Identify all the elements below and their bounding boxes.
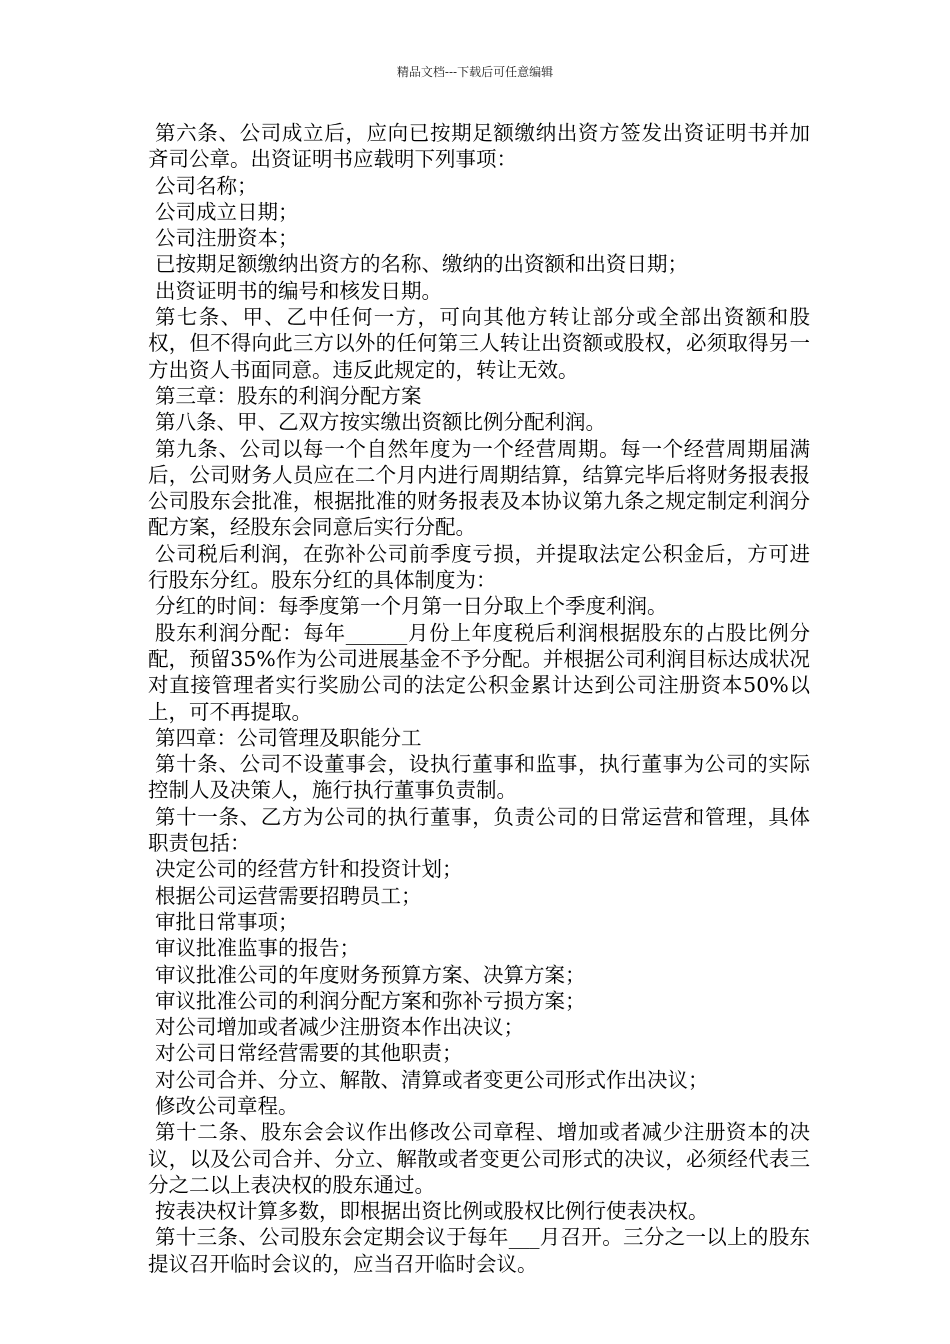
list-item: 决定公司的经营方针和投资计划； bbox=[155, 857, 463, 882]
list-item: 对公司合并、分立、解散、清算或者变更公司形式作出决议； bbox=[155, 1067, 709, 1092]
paragraph: 公司名称； bbox=[155, 173, 258, 198]
list-item: 修改公司章程。 bbox=[155, 1093, 299, 1118]
paragraph: 公司税后利润，在弥补公司前季度亏损，并提取法定公积金后，方可进行股东分红。股东分红的具体制度为： bbox=[148, 541, 810, 593]
paragraph: 第十条、公司不设董事会，设执行董事和监事，执行董事为公司的实际控制人及决策人，施行执行董事负责制。 bbox=[148, 752, 810, 803]
list-item: 审议批准监事的报告； bbox=[155, 936, 360, 961]
paragraph: 按表决权计算多数，即根据出资比例或股权比例行使表决权。 bbox=[155, 1199, 709, 1224]
paragraph: 第十一条、乙方为公司的执行董事，负责公司的日常运营和管理，具体职责包括： bbox=[148, 804, 810, 856]
paragraph: 第十二条、股东会会议作出修改公司章程、增加或者减少注册资本的决议，以及公司合并、分立、解散或者变更公司形式的决议，必须经代表三分之二以上表决权的股东通过。 bbox=[148, 1120, 810, 1197]
document-body bbox=[148, 120, 810, 1277]
paragraph: 公司成立日期； bbox=[155, 199, 299, 224]
list-item: 根据公司运营需要招聘员工； bbox=[155, 883, 422, 908]
paragraph: 第六条、公司成立后，应向已按期足额缴纳出资方签发出资证明书并加斉司公章。出资证明书应载明下列事项： bbox=[148, 121, 810, 172]
list-item: 审议批准公司的年度财务预算方案、决算方案； bbox=[155, 962, 586, 987]
paragraph: 第十三条、公司股东会定期会议于每年___月召开。三分之一以上的股东提议召开临时会议的，应当召开临时会议。 bbox=[148, 1225, 810, 1276]
chapter-heading: 第三章：股东的利润分配方案 bbox=[155, 383, 422, 408]
paragraph: 第七条、甲、乙中任何一方，可向其他方转让部分或全部出资额和股权，但不得向此三方以外的任何第三人转让出资额或股权，必须取得另一方出资人书面同意。违反此规定的，转让无效。 bbox=[148, 305, 810, 382]
paragraph: 分红的时间：每季度第一个月第一日分取上个季度利润。 bbox=[155, 594, 668, 619]
paragraph: 第九条、公司以每一个自然年度为一个经营周期。每一个经营周期届满后，公司财务人员应在二个月内进行周期结算，结算完毕后将财务报表报公司股东会批准，根据批准的财务报表及本协议第九条之规定制定利润分配方案，经股东会同意后实行分配。 bbox=[148, 436, 810, 540]
page-header: 精品文档---下载后可任意编辑 bbox=[396, 65, 554, 79]
paragraph: 第八条、甲、乙双方按实缴出资额比例分配利润。 bbox=[155, 410, 606, 435]
paragraph: 出资证明书的编号和核发日期。 bbox=[155, 278, 442, 303]
list-item: 审议批准公司的利润分配方案和弥补亏损方案； bbox=[155, 988, 586, 1013]
paragraph: 公司注册资本； bbox=[155, 226, 299, 251]
list-item: 对公司日常经营需要的其他职责； bbox=[155, 1041, 463, 1066]
list-item: 审批日常事项； bbox=[155, 909, 299, 934]
paragraph: 股东利润分配：每年______月份上年度税后利润根据股东的占股比例分配，预留35%作为公司进展基金不予分配。并根据公司利润目标达成状况对直接管理者实行奖励公司的法定公积金累计达到公司注册资本50%以上，可不再提取。 bbox=[148, 620, 810, 724]
paragraph: 已按期足额缴纳出资方的名称、缴纳的出资额和出资日期； bbox=[155, 252, 688, 277]
list-item: 对公司增加或者减少注册资本作出决议； bbox=[155, 1015, 524, 1040]
chapter-heading: 第四章：公司管理及职能分工 bbox=[155, 725, 422, 750]
